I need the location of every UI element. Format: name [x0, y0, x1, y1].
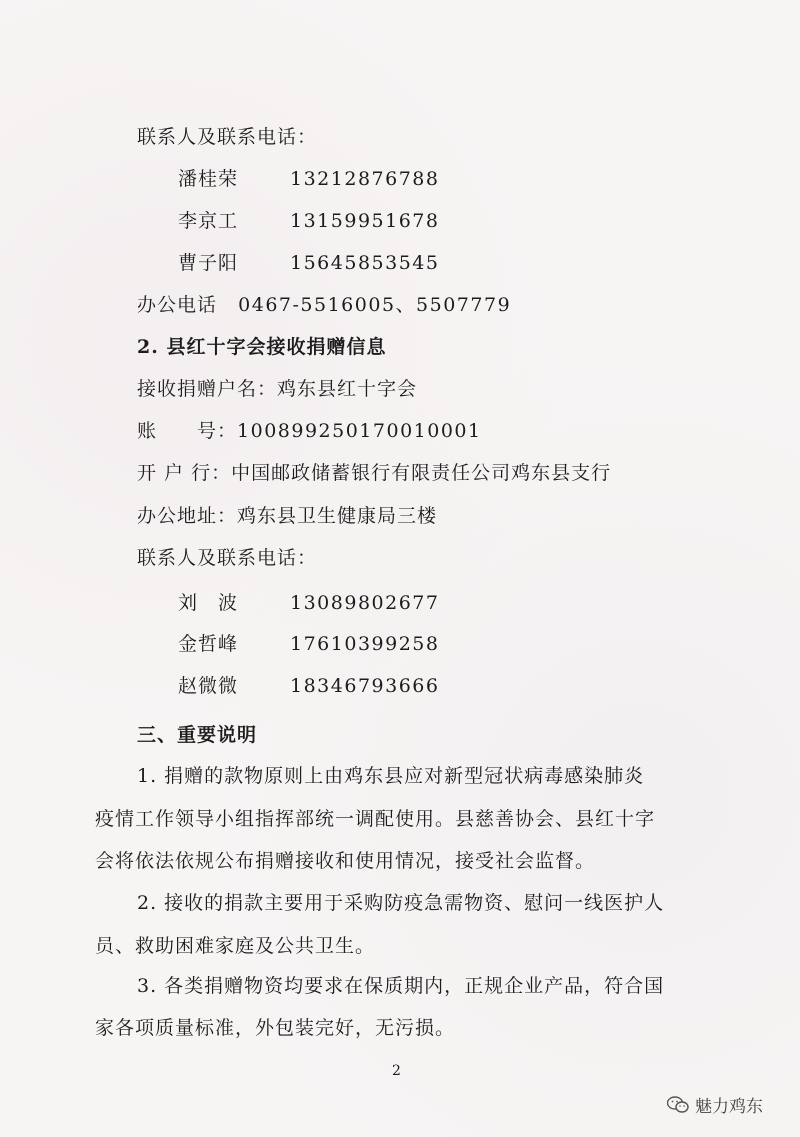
account-name-line — [137, 376, 417, 402]
bank-label: 开 户 行： — [137, 462, 232, 484]
contact-name: 李京工 — [178, 210, 239, 232]
contact-row — [178, 631, 439, 657]
contact-name: 赵微微 — [178, 675, 239, 697]
paragraph-line: 3. 各类捐赠物资均要求在保质期内，正规企业产品，符合国 — [137, 975, 665, 997]
address-line — [137, 503, 437, 529]
office-phone-label: 办公电话 — [137, 294, 218, 316]
contact-row — [178, 590, 439, 616]
address-label: 办公地址： — [137, 505, 238, 527]
paragraph-line: 1. 捐赠的款物原则上由鸡东县应对新型冠状病毒感染肺炎 — [137, 765, 645, 787]
paragraph-line: 会将依法依规公布捐赠接收和使用情况，接受社会监督。 — [95, 850, 596, 872]
contact-row — [178, 250, 439, 276]
contact-name: 金哲峰 — [178, 633, 239, 655]
contact-row — [178, 673, 439, 699]
office-phone-value: 0467-5516005、5507779 — [238, 294, 512, 316]
watermark-text: 魅力鸡东 — [695, 1097, 763, 1117]
contact-phone: 13089802677 — [290, 592, 440, 614]
contact-phone: 13212876788 — [290, 168, 440, 190]
section2-heading: 2. 县红十字会接收捐赠信息 — [137, 336, 387, 358]
contact-row — [178, 208, 439, 234]
contact-heading-1: 联系人及联系电话： — [137, 126, 318, 148]
account-no-line — [137, 418, 482, 444]
paragraph-line: 2. 接收的捐款主要用于采购防疫急需物资、慰问一线医护人 — [137, 892, 665, 914]
page-number: 2 — [392, 1063, 401, 1079]
contact-heading-2: 联系人及联系电话： — [137, 547, 318, 569]
paragraph-line: 疫情工作领导小组指挥部统一调配使用。县慈善协会、县红十字 — [95, 808, 656, 830]
contact-phone: 17610399258 — [290, 633, 440, 655]
contact-name: 刘 波 — [178, 592, 239, 614]
wechat-icon — [667, 1096, 689, 1114]
bank-line — [137, 460, 611, 486]
account-name-label: 接收捐赠户名： — [137, 378, 278, 400]
wechat-watermark — [667, 1092, 763, 1117]
address-value: 鸡东县卫生健康局三楼 — [237, 505, 438, 527]
contact-name: 曹子阳 — [178, 252, 239, 274]
contact-row — [178, 166, 439, 192]
paragraph-line: 员、救助困难家庭及公共卫生。 — [95, 935, 376, 957]
contact-phone: 15645853545 — [290, 252, 440, 274]
section3-heading: 三、重要说明 — [137, 724, 258, 746]
account-no-label: 账 号： — [137, 420, 238, 442]
office-phone-line — [137, 292, 511, 318]
paragraph-line: 家各项质量标准，外包装完好，无污损。 — [95, 1017, 456, 1039]
contact-phone: 18346793666 — [290, 675, 440, 697]
contact-name: 潘桂荣 — [178, 168, 239, 190]
bank-value: 中国邮政储蓄银行有限责任公司鸡东县支行 — [231, 462, 612, 484]
account-name-value: 鸡东县红十字会 — [277, 378, 418, 400]
contact-phone: 13159951678 — [290, 210, 440, 232]
account-no-value: 100899250170010001 — [237, 420, 482, 442]
